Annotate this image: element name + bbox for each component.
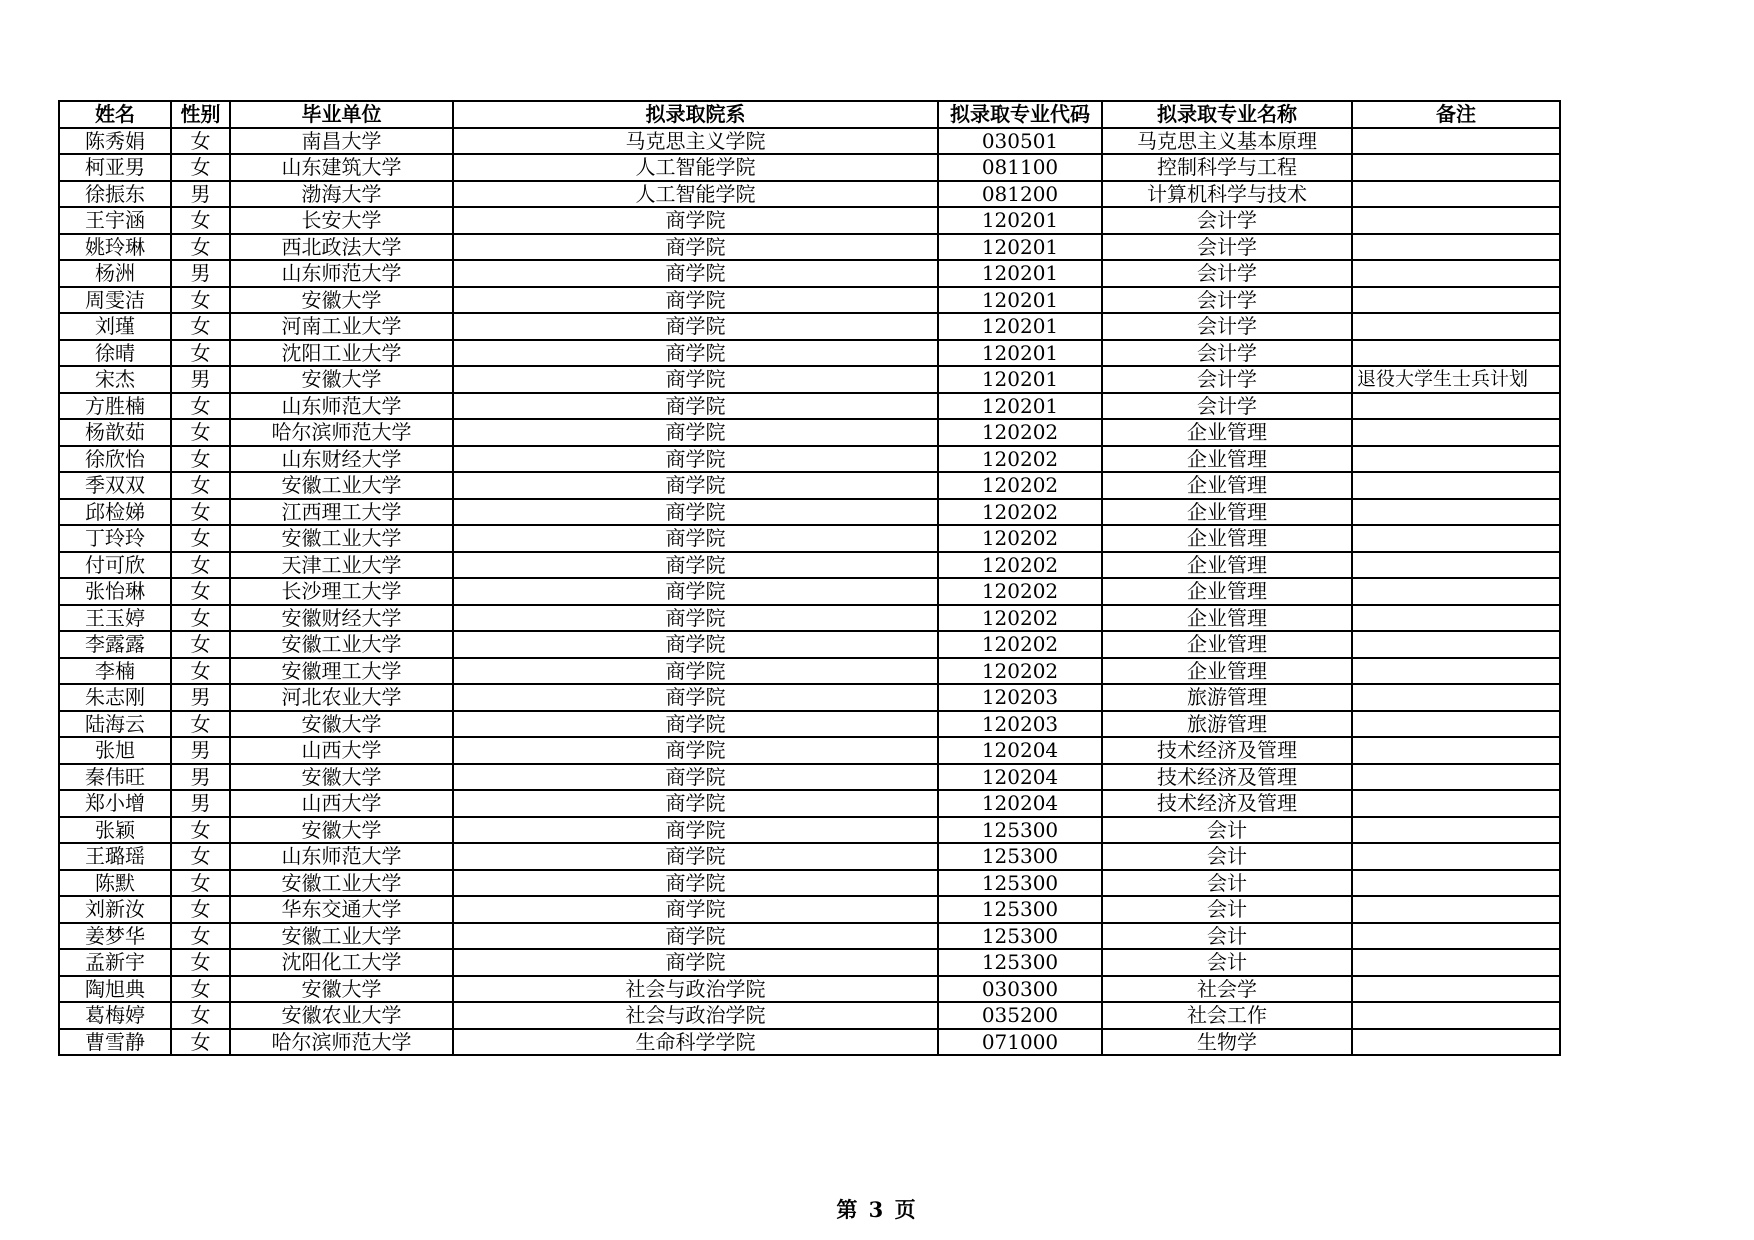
cell-major-name: 企业管理 — [1102, 631, 1352, 658]
cell-graduation-school: 华东交通大学 — [230, 896, 453, 923]
cell-department: 商学院 — [453, 393, 938, 420]
cell-department: 商学院 — [453, 949, 938, 976]
cell-graduation-school: 沈阳工业大学 — [230, 340, 453, 367]
cell-name: 付可欣 — [59, 552, 171, 579]
cell-name: 王玉婷 — [59, 605, 171, 632]
cell-major-code: 120201 — [938, 234, 1102, 261]
cell-major-name: 会计 — [1102, 923, 1352, 950]
cell-graduation-school: 安徽财经大学 — [230, 605, 453, 632]
cell-major-code: 125300 — [938, 949, 1102, 976]
cell-major-name: 控制科学与工程 — [1102, 154, 1352, 181]
cell-remarks — [1352, 870, 1560, 897]
cell-major-name: 会计学 — [1102, 340, 1352, 367]
cell-major-code: 120201 — [938, 340, 1102, 367]
cell-remarks — [1352, 578, 1560, 605]
table-row — [59, 1029, 1560, 1056]
cell-major-name: 社会工作 — [1102, 1002, 1352, 1029]
cell-graduation-school: 安徽大学 — [230, 711, 453, 738]
cell-major-name: 会计 — [1102, 896, 1352, 923]
cell-gender: 女 — [171, 711, 230, 738]
table-row — [59, 843, 1560, 870]
table-row — [59, 1002, 1560, 1029]
cell-department: 商学院 — [453, 870, 938, 897]
cell-department: 商学院 — [453, 207, 938, 234]
cell-graduation-school: 安徽农业大学 — [230, 1002, 453, 1029]
cell-major-name: 企业管理 — [1102, 658, 1352, 685]
cell-remarks — [1352, 1029, 1560, 1056]
cell-gender: 女 — [171, 923, 230, 950]
cell-graduation-school: 沈阳化工大学 — [230, 949, 453, 976]
table-row — [59, 128, 1560, 155]
cell-department: 商学院 — [453, 578, 938, 605]
cell-major-name: 企业管理 — [1102, 552, 1352, 579]
cell-major-name: 会计学 — [1102, 287, 1352, 314]
table-row — [59, 366, 1560, 393]
cell-major-name: 马克思主义基本原理 — [1102, 128, 1352, 155]
cell-graduation-school: 安徽理工大学 — [230, 658, 453, 685]
cell-department: 商学院 — [453, 817, 938, 844]
cell-name: 方胜楠 — [59, 393, 171, 420]
cell-graduation-school: 安徽工业大学 — [230, 870, 453, 897]
cell-remarks — [1352, 631, 1560, 658]
cell-remarks — [1352, 446, 1560, 473]
cell-name: 丁玲玲 — [59, 525, 171, 552]
cell-gender: 女 — [171, 1002, 230, 1029]
table-row — [59, 552, 1560, 579]
cell-remarks — [1352, 340, 1560, 367]
table-row — [59, 923, 1560, 950]
cell-gender: 女 — [171, 525, 230, 552]
cell-remarks — [1352, 896, 1560, 923]
cell-gender: 女 — [171, 605, 230, 632]
cell-graduation-school: 江西理工大学 — [230, 499, 453, 526]
table-row — [59, 631, 1560, 658]
cell-name: 陶旭典 — [59, 976, 171, 1003]
cell-remarks — [1352, 605, 1560, 632]
cell-department: 商学院 — [453, 631, 938, 658]
cell-major-code: 125300 — [938, 923, 1102, 950]
cell-major-code: 030501 — [938, 128, 1102, 155]
cell-department: 马克思主义学院 — [453, 128, 938, 155]
cell-gender: 男 — [171, 790, 230, 817]
cell-remarks — [1352, 843, 1560, 870]
cell-remarks — [1352, 923, 1560, 950]
cell-gender: 女 — [171, 1029, 230, 1056]
cell-major-name: 企业管理 — [1102, 578, 1352, 605]
cell-major-code: 120202 — [938, 658, 1102, 685]
cell-name: 宋杰 — [59, 366, 171, 393]
cell-remarks — [1352, 234, 1560, 261]
cell-graduation-school: 哈尔滨师范大学 — [230, 1029, 453, 1056]
cell-name: 陈默 — [59, 870, 171, 897]
cell-gender: 女 — [171, 419, 230, 446]
cell-remarks — [1352, 207, 1560, 234]
cell-gender: 女 — [171, 154, 230, 181]
cell-gender: 女 — [171, 446, 230, 473]
cell-department: 商学院 — [453, 764, 938, 791]
cell-major-code: 120202 — [938, 499, 1102, 526]
cell-name: 郑小增 — [59, 790, 171, 817]
cell-remarks — [1352, 711, 1560, 738]
cell-name: 王璐瑶 — [59, 843, 171, 870]
cell-major-name: 技术经济及管理 — [1102, 764, 1352, 791]
cell-graduation-school: 安徽大学 — [230, 287, 453, 314]
cell-graduation-school: 安徽大学 — [230, 366, 453, 393]
table-row — [59, 260, 1560, 287]
cell-graduation-school: 山西大学 — [230, 737, 453, 764]
cell-department: 商学院 — [453, 366, 938, 393]
cell-major-name: 会计 — [1102, 817, 1352, 844]
cell-major-name: 会计学 — [1102, 393, 1352, 420]
cell-remarks — [1352, 1002, 1560, 1029]
cell-department: 商学院 — [453, 843, 938, 870]
cell-name: 葛梅婷 — [59, 1002, 171, 1029]
cell-gender: 女 — [171, 207, 230, 234]
table-row — [59, 207, 1560, 234]
cell-graduation-school: 长沙理工大学 — [230, 578, 453, 605]
cell-department: 商学院 — [453, 340, 938, 367]
cell-name: 徐晴 — [59, 340, 171, 367]
header-remarks: 备注 — [1352, 101, 1560, 128]
header-major-code: 拟录取专业代码 — [938, 101, 1102, 128]
cell-gender: 女 — [171, 499, 230, 526]
cell-department: 社会与政治学院 — [453, 1002, 938, 1029]
cell-major-code: 081200 — [938, 181, 1102, 208]
admission-roster-table — [58, 100, 1561, 1056]
cell-major-name: 会计学 — [1102, 366, 1352, 393]
table-row — [59, 287, 1560, 314]
cell-major-name: 企业管理 — [1102, 499, 1352, 526]
table-body — [59, 128, 1560, 1056]
cell-remarks — [1352, 472, 1560, 499]
cell-major-code: 120203 — [938, 711, 1102, 738]
cell-major-name: 企业管理 — [1102, 419, 1352, 446]
cell-graduation-school: 西北政法大学 — [230, 234, 453, 261]
cell-remarks — [1352, 790, 1560, 817]
table-row — [59, 658, 1560, 685]
table-row — [59, 817, 1560, 844]
header-graduation-school: 毕业单位 — [230, 101, 453, 128]
cell-graduation-school: 山东财经大学 — [230, 446, 453, 473]
cell-major-code: 120202 — [938, 578, 1102, 605]
cell-remarks — [1352, 313, 1560, 340]
cell-major-code: 125300 — [938, 843, 1102, 870]
table-row — [59, 737, 1560, 764]
cell-name: 徐欣怡 — [59, 446, 171, 473]
cell-gender: 男 — [171, 181, 230, 208]
cell-gender: 男 — [171, 260, 230, 287]
cell-major-code: 120201 — [938, 366, 1102, 393]
cell-major-name: 社会学 — [1102, 976, 1352, 1003]
cell-remarks — [1352, 260, 1560, 287]
cell-major-code: 120201 — [938, 207, 1102, 234]
cell-department: 生命科学学院 — [453, 1029, 938, 1056]
cell-graduation-school: 天津工业大学 — [230, 552, 453, 579]
cell-gender: 女 — [171, 340, 230, 367]
cell-remarks — [1352, 154, 1560, 181]
cell-name: 李楠 — [59, 658, 171, 685]
cell-name: 曹雪静 — [59, 1029, 171, 1056]
cell-graduation-school: 安徽大学 — [230, 764, 453, 791]
cell-major-name: 生物学 — [1102, 1029, 1352, 1056]
cell-gender: 女 — [171, 578, 230, 605]
cell-name: 姜梦华 — [59, 923, 171, 950]
cell-name: 秦伟旺 — [59, 764, 171, 791]
header-name: 姓名 — [59, 101, 171, 128]
cell-name: 周雯洁 — [59, 287, 171, 314]
cell-gender: 女 — [171, 234, 230, 261]
cell-major-name: 企业管理 — [1102, 605, 1352, 632]
cell-name: 陈秀娟 — [59, 128, 171, 155]
cell-major-code: 120201 — [938, 313, 1102, 340]
cell-name: 孟新宇 — [59, 949, 171, 976]
table-row — [59, 870, 1560, 897]
cell-graduation-school: 山西大学 — [230, 790, 453, 817]
cell-remarks — [1352, 817, 1560, 844]
cell-department: 商学院 — [453, 446, 938, 473]
cell-gender: 男 — [171, 737, 230, 764]
header-gender: 性别 — [171, 101, 230, 128]
cell-department: 人工智能学院 — [453, 154, 938, 181]
cell-remarks — [1352, 181, 1560, 208]
header-row — [59, 101, 1560, 128]
cell-department: 商学院 — [453, 790, 938, 817]
cell-remarks — [1352, 976, 1560, 1003]
cell-gender: 男 — [171, 684, 230, 711]
cell-name: 张颖 — [59, 817, 171, 844]
cell-major-name: 会计学 — [1102, 207, 1352, 234]
page-number: 第 3 页 — [836, 1197, 918, 1222]
cell-name: 姚玲琳 — [59, 234, 171, 261]
table-row — [59, 234, 1560, 261]
table-row — [59, 578, 1560, 605]
cell-major-name: 技术经济及管理 — [1102, 790, 1352, 817]
table-header — [59, 101, 1560, 128]
cell-major-name: 会计 — [1102, 870, 1352, 897]
cell-graduation-school: 山东师范大学 — [230, 843, 453, 870]
table-row — [59, 313, 1560, 340]
cell-department: 商学院 — [453, 711, 938, 738]
cell-remarks — [1352, 658, 1560, 685]
cell-department: 商学院 — [453, 260, 938, 287]
cell-name: 张旭 — [59, 737, 171, 764]
cell-department: 商学院 — [453, 499, 938, 526]
cell-major-name: 企业管理 — [1102, 525, 1352, 552]
cell-graduation-school: 山东建筑大学 — [230, 154, 453, 181]
cell-department: 商学院 — [453, 923, 938, 950]
table-row — [59, 340, 1560, 367]
cell-gender: 女 — [171, 976, 230, 1003]
cell-graduation-school: 长安大学 — [230, 207, 453, 234]
cell-major-code: 120202 — [938, 472, 1102, 499]
cell-graduation-school: 安徽工业大学 — [230, 525, 453, 552]
cell-major-name: 会计学 — [1102, 260, 1352, 287]
cell-remarks — [1352, 287, 1560, 314]
cell-major-code: 125300 — [938, 896, 1102, 923]
cell-name: 朱志刚 — [59, 684, 171, 711]
table-row — [59, 976, 1560, 1003]
cell-major-code: 120202 — [938, 605, 1102, 632]
header-admitting-department: 拟录取院系 — [453, 101, 938, 128]
cell-major-name: 旅游管理 — [1102, 684, 1352, 711]
cell-graduation-school: 山东师范大学 — [230, 393, 453, 420]
cell-graduation-school: 安徽大学 — [230, 976, 453, 1003]
cell-major-name: 技术经济及管理 — [1102, 737, 1352, 764]
table-row — [59, 949, 1560, 976]
cell-major-code: 120202 — [938, 552, 1102, 579]
cell-department: 商学院 — [453, 896, 938, 923]
cell-major-code: 120202 — [938, 525, 1102, 552]
cell-graduation-school: 河北农业大学 — [230, 684, 453, 711]
cell-graduation-school: 南昌大学 — [230, 128, 453, 155]
cell-gender: 女 — [171, 658, 230, 685]
cell-name: 邱检娣 — [59, 499, 171, 526]
table-row — [59, 684, 1560, 711]
cell-gender: 女 — [171, 552, 230, 579]
cell-remarks — [1352, 419, 1560, 446]
cell-major-name: 会计学 — [1102, 234, 1352, 261]
cell-major-code: 120201 — [938, 393, 1102, 420]
cell-department: 人工智能学院 — [453, 181, 938, 208]
header-major-name: 拟录取专业名称 — [1102, 101, 1352, 128]
cell-graduation-school: 安徽工业大学 — [230, 472, 453, 499]
cell-name: 刘瑾 — [59, 313, 171, 340]
cell-graduation-school: 河南工业大学 — [230, 313, 453, 340]
cell-remarks — [1352, 949, 1560, 976]
table-row — [59, 711, 1560, 738]
table-row — [59, 525, 1560, 552]
cell-remarks — [1352, 737, 1560, 764]
table-row — [59, 419, 1560, 446]
cell-department: 商学院 — [453, 472, 938, 499]
cell-department: 商学院 — [453, 684, 938, 711]
cell-name: 张怡琳 — [59, 578, 171, 605]
cell-department: 商学院 — [453, 552, 938, 579]
cell-gender: 女 — [171, 843, 230, 870]
cell-major-name: 计算机科学与技术 — [1102, 181, 1352, 208]
cell-major-code: 120202 — [938, 419, 1102, 446]
table-row — [59, 605, 1560, 632]
cell-major-name: 旅游管理 — [1102, 711, 1352, 738]
cell-department: 社会与政治学院 — [453, 976, 938, 1003]
cell-major-code: 120204 — [938, 737, 1102, 764]
table-row — [59, 499, 1560, 526]
cell-graduation-school: 哈尔滨师范大学 — [230, 419, 453, 446]
cell-department: 商学院 — [453, 737, 938, 764]
table-row — [59, 446, 1560, 473]
cell-remarks — [1352, 764, 1560, 791]
cell-major-code: 081100 — [938, 154, 1102, 181]
cell-remarks — [1352, 128, 1560, 155]
table-row — [59, 393, 1560, 420]
cell-gender: 女 — [171, 313, 230, 340]
cell-remarks — [1352, 684, 1560, 711]
cell-gender: 女 — [171, 817, 230, 844]
cell-remarks — [1352, 552, 1560, 579]
cell-gender: 女 — [171, 631, 230, 658]
cell-name: 杨歆茹 — [59, 419, 171, 446]
table-row — [59, 790, 1560, 817]
cell-major-name: 会计 — [1102, 843, 1352, 870]
cell-gender: 男 — [171, 366, 230, 393]
cell-remarks — [1352, 393, 1560, 420]
cell-department: 商学院 — [453, 419, 938, 446]
cell-major-code: 120201 — [938, 287, 1102, 314]
cell-name: 季双双 — [59, 472, 171, 499]
cell-name: 徐振东 — [59, 181, 171, 208]
cell-major-code: 125300 — [938, 870, 1102, 897]
cell-department: 商学院 — [453, 605, 938, 632]
cell-major-code: 125300 — [938, 817, 1102, 844]
cell-gender: 女 — [171, 287, 230, 314]
cell-major-name: 企业管理 — [1102, 446, 1352, 473]
cell-department: 商学院 — [453, 525, 938, 552]
cell-name: 柯亚男 — [59, 154, 171, 181]
cell-major-code: 030300 — [938, 976, 1102, 1003]
cell-major-code: 120202 — [938, 631, 1102, 658]
cell-department: 商学院 — [453, 658, 938, 685]
cell-graduation-school: 安徽大学 — [230, 817, 453, 844]
table-row — [59, 472, 1560, 499]
cell-remarks: 退役大学生士兵计划 — [1352, 366, 1560, 393]
cell-name: 李露露 — [59, 631, 171, 658]
table-row — [59, 896, 1560, 923]
cell-gender: 女 — [171, 393, 230, 420]
cell-gender: 女 — [171, 128, 230, 155]
cell-department: 商学院 — [453, 234, 938, 261]
cell-major-code: 120204 — [938, 764, 1102, 791]
cell-major-code: 120203 — [938, 684, 1102, 711]
cell-major-code: 120201 — [938, 260, 1102, 287]
cell-graduation-school: 渤海大学 — [230, 181, 453, 208]
table-row — [59, 764, 1560, 791]
cell-name: 陆海云 — [59, 711, 171, 738]
cell-major-code: 120202 — [938, 446, 1102, 473]
cell-gender: 男 — [171, 764, 230, 791]
table-row — [59, 154, 1560, 181]
cell-graduation-school: 安徽工业大学 — [230, 923, 453, 950]
cell-major-code: 120204 — [938, 790, 1102, 817]
cell-major-name: 企业管理 — [1102, 472, 1352, 499]
cell-gender: 女 — [171, 896, 230, 923]
cell-graduation-school: 山东师范大学 — [230, 260, 453, 287]
cell-name: 杨洲 — [59, 260, 171, 287]
cell-major-name: 会计学 — [1102, 313, 1352, 340]
cell-major-code: 035200 — [938, 1002, 1102, 1029]
cell-graduation-school: 安徽工业大学 — [230, 631, 453, 658]
cell-name: 王宇涵 — [59, 207, 171, 234]
table-row — [59, 181, 1560, 208]
cell-name: 刘新汝 — [59, 896, 171, 923]
cell-major-name: 会计 — [1102, 949, 1352, 976]
cell-major-code: 071000 — [938, 1029, 1102, 1056]
cell-remarks — [1352, 525, 1560, 552]
cell-gender: 女 — [171, 870, 230, 897]
cell-gender: 女 — [171, 949, 230, 976]
cell-department: 商学院 — [453, 313, 938, 340]
cell-gender: 女 — [171, 472, 230, 499]
cell-remarks — [1352, 499, 1560, 526]
cell-department: 商学院 — [453, 287, 938, 314]
